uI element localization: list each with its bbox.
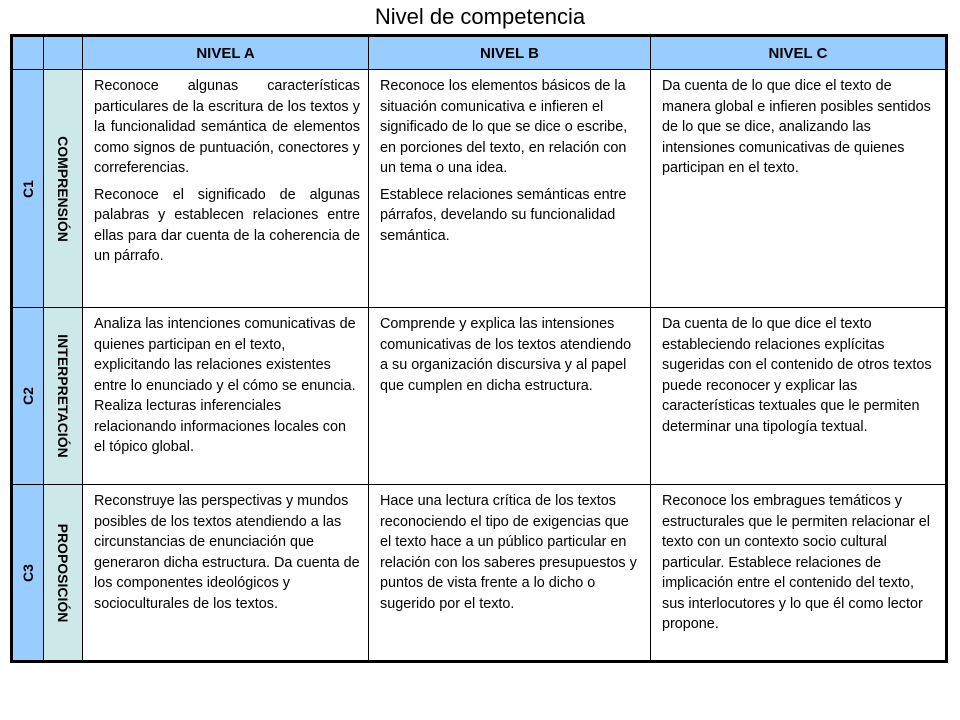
- row-code: C1: [20, 179, 36, 198]
- cell-text: Da cuenta de lo que dice el texto estableciendo relaciones explícitas sugeridas con el contenido de otros textos puede reconocer y explicar las características textuales que le permiten determinar una tipología textual.: [662, 316, 932, 435]
- header-nivel-c: NIVEL C: [651, 36, 947, 70]
- cell-text: Reconoce los elementos básicos de la situación comunicativa e infieren el significado de lo que se dice o escribe, en porciones del texto, en relación con un tema o una idea.: [380, 78, 628, 176]
- cell-text: Establece relaciones semánticas entre párrafos, develando su funcionalidad semántica.: [380, 186, 627, 244]
- cell-nivel-a: [83, 308, 369, 485]
- cell-nivel-c: [651, 485, 947, 662]
- row-code: C3: [20, 563, 36, 582]
- cell-nivel-a: [83, 70, 369, 308]
- header-empty-cell: [44, 36, 83, 70]
- cell-nivel-b: [369, 308, 651, 485]
- header-row: [12, 36, 947, 70]
- cell-text: Da cuenta de lo que dice el texto de manera global e infieren posibles sentidos de lo que se dice, analizando las intensiones comunicativas de quienes participan en el texto.: [662, 78, 931, 176]
- header-nivel-b: NIVEL B: [369, 36, 651, 70]
- cell-text: Comprende y explica las intensiones comunicativas de los textos atendiendo a su organización discursiva y al papel que cumplen en dicha estructura.: [380, 316, 632, 394]
- row-area-cell: [44, 70, 83, 308]
- competency-table: [10, 34, 948, 663]
- cell-nivel-a: [83, 485, 369, 662]
- cell-nivel-b: [369, 485, 651, 662]
- row-area: PROPOSICIÓN: [55, 523, 71, 622]
- cell-text: Reconstruye las perspectivas y mundos posibles de los textos atendiendo a las circunstancias de enunciación que generaron dicha estructura. Da cuenta de los componentes ideológicos y socioculturales de los textos.: [94, 493, 360, 612]
- cell-nivel-b: [369, 70, 651, 308]
- row-area: INTERPRETACIÓN: [55, 334, 71, 458]
- table-row-c1: [12, 70, 947, 308]
- cell-text: Reconoce los embragues temáticos y estructurales que le permiten relacionar el texto con un contexto socio cultural particular. Establece relaciones de implicación entre el contenido del texto, sus interlocutores y lo que él como lector propone.: [662, 493, 930, 632]
- page-title: Nivel de competencia: [374, 4, 586, 29]
- row-code-cell: [12, 308, 44, 485]
- table-row-c2: [12, 308, 947, 485]
- cell-nivel-c: [651, 70, 947, 308]
- row-code-cell: [12, 485, 44, 662]
- cell-text: Reconoce algunas características particulares de la escritura de los textos y la funcionalidad semántica de elementos como signos de puntuación, conectores y correferencias.: [94, 78, 360, 176]
- header-empty-cell: [12, 36, 44, 70]
- cell-text: Reconoce el significado de algunas palabras y establecen relaciones entre ellas para dar cuenta de la coherencia de un párrafo.: [94, 186, 360, 264]
- row-code-cell: [12, 70, 44, 308]
- row-area-cell: [44, 308, 83, 485]
- row-code: C2: [20, 387, 36, 405]
- cell-text: Analiza las intenciones comunicativas de quienes participan en el texto, explicitando las relaciones existentes entre lo enunciado y el cómo se enuncia. Realiza lecturas inferenciales relacionando informaciones locales con el tópico global.: [94, 316, 356, 455]
- row-area-cell: [44, 485, 83, 662]
- header-nivel-a: NIVEL A: [83, 36, 369, 70]
- row-area: COMPRENSIÓN: [55, 135, 71, 242]
- cell-nivel-c: [651, 308, 947, 485]
- cell-text: Hace una lectura crítica de los textos reconociendo el tipo de exigencias que el texto hace a un público particular en relación con los saberes presupuestos y puntos de vista frente a lo dicho o sugerido por el texto.: [380, 493, 637, 612]
- table-row-c3: [12, 485, 947, 662]
